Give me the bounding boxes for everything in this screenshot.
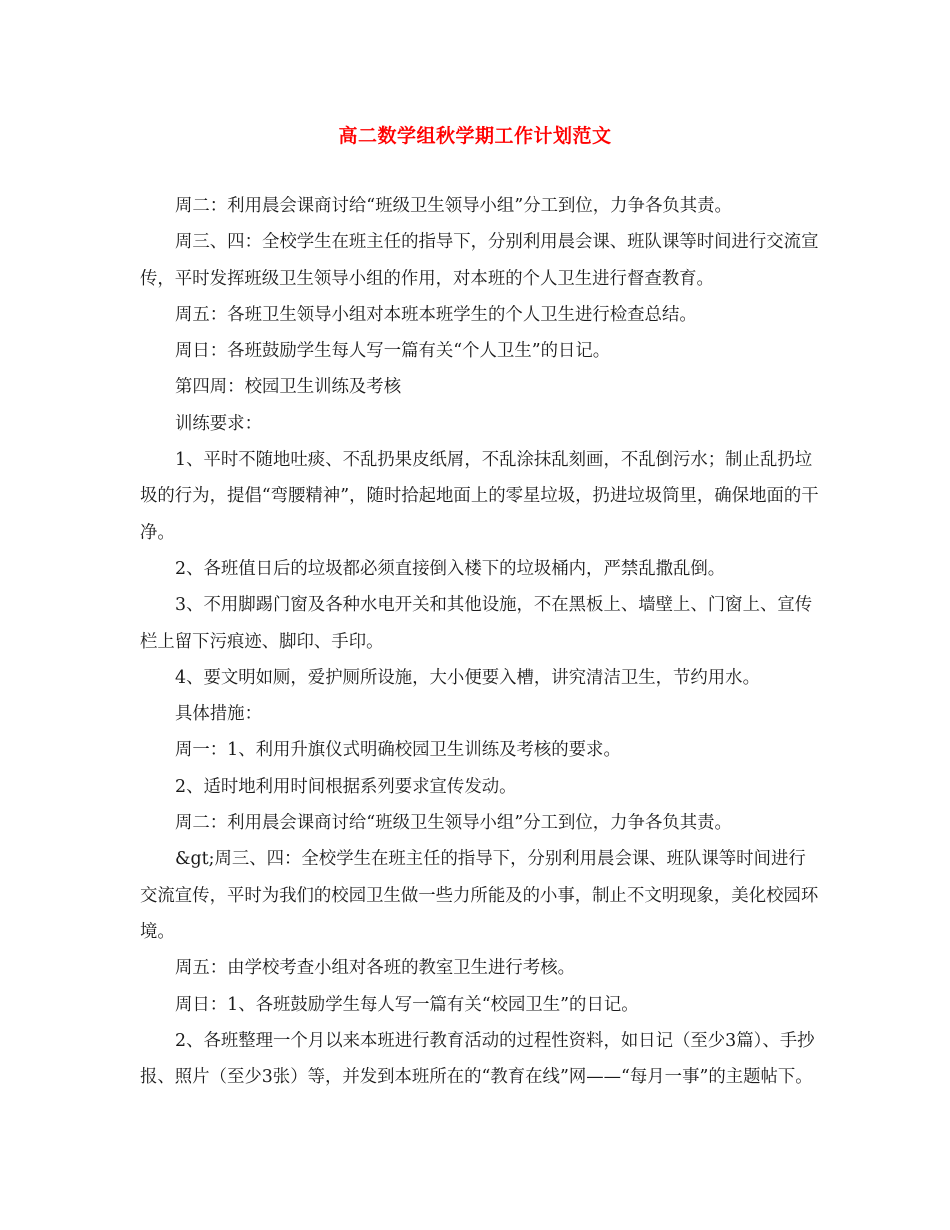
paragraph: 2、各班整理一个月以来本班进行教育活动的过程性资料，如日记（至少3篇）、手抄报、照片（至少3张）等，并发到本班所在的“教育在线”网——“每月一事”的主题帖下。 [140,1030,815,1088]
paragraph: &gt;周三、四：全校学生在班主任的指导下，分别利用晨会课、班队课等时间进行交流宣传，平时为我们的校园卫生做一些力所能及的小事，制止不文明现象，美化校园环境。 [140,849,819,942]
paragraph: 具体措施： [175,704,262,725]
document-title: 高二数学组秋学期工作计划范文 [338,125,612,147]
paragraph: 训练要求： [175,413,262,434]
paragraph: 第四周：校园卫生训练及考核 [175,377,402,398]
paragraph: 3、不用脚踢门窗及各种水电开关和其他设施，不在黑板上、墙壁上、门窗上、宣传栏上留下污痕迹、脚印、手印。 [140,595,813,652]
paragraph: 2、适时地利用时间根据系列要求宣传发动。 [175,776,517,797]
paragraph: 周二：利用晨会课商讨给“班级卫生领导小组”分工到位，力争各负其责。 [175,813,732,834]
paragraph: 周二：利用晨会课商讨给“班级卫生领导小组”分工到位，力争各负其责。 [175,196,732,216]
document-body [140,188,820,1095]
paragraph: 4、要文明如厕，爱护厕所设施，大小便要入槽，讲究清洁卫生，节约用水。 [175,667,760,688]
paragraph: 周日：各班鼓励学生每人写一篇有关“个人卫生”的日记。 [175,341,611,362]
paragraph: 周五：由学校考查小组对各班的教室卫生进行考核。 [175,958,575,979]
paragraph: 1、平时不随地吐痰、不乱扔果皮纸屑，不乱涂抹乱刻画，不乱倒污水；制止乱扔垃圾的行为，提倡“弯腰精神”，随时拾起地面上的零星垃圾，扔进垃圾筒里，确保地面的干净。 [140,450,819,543]
paragraph: 周五：各班卫生领导小组对本班本班学生的个人卫生进行检查总结。 [175,304,697,325]
paragraph: 周三、四：全校学生在班主任的指导下，分别利用晨会课、班队课等时间进行交流宣传，平时发挥班级卫生领导小组的作用，对本班的个人卫生进行督查教育。 [140,232,819,289]
paragraph: 2、各班值日后的垃圾都必须直接倒入楼下的垃圾桶内，严禁乱撒乱倒。 [175,558,726,579]
paragraph: 周一：1、利用升旗仪式明确校园卫生训练及考核的要求。 [175,740,621,761]
paragraph: 周日：1、各班鼓励学生每人写一篇有关“校园卫生”的日记。 [175,994,639,1015]
